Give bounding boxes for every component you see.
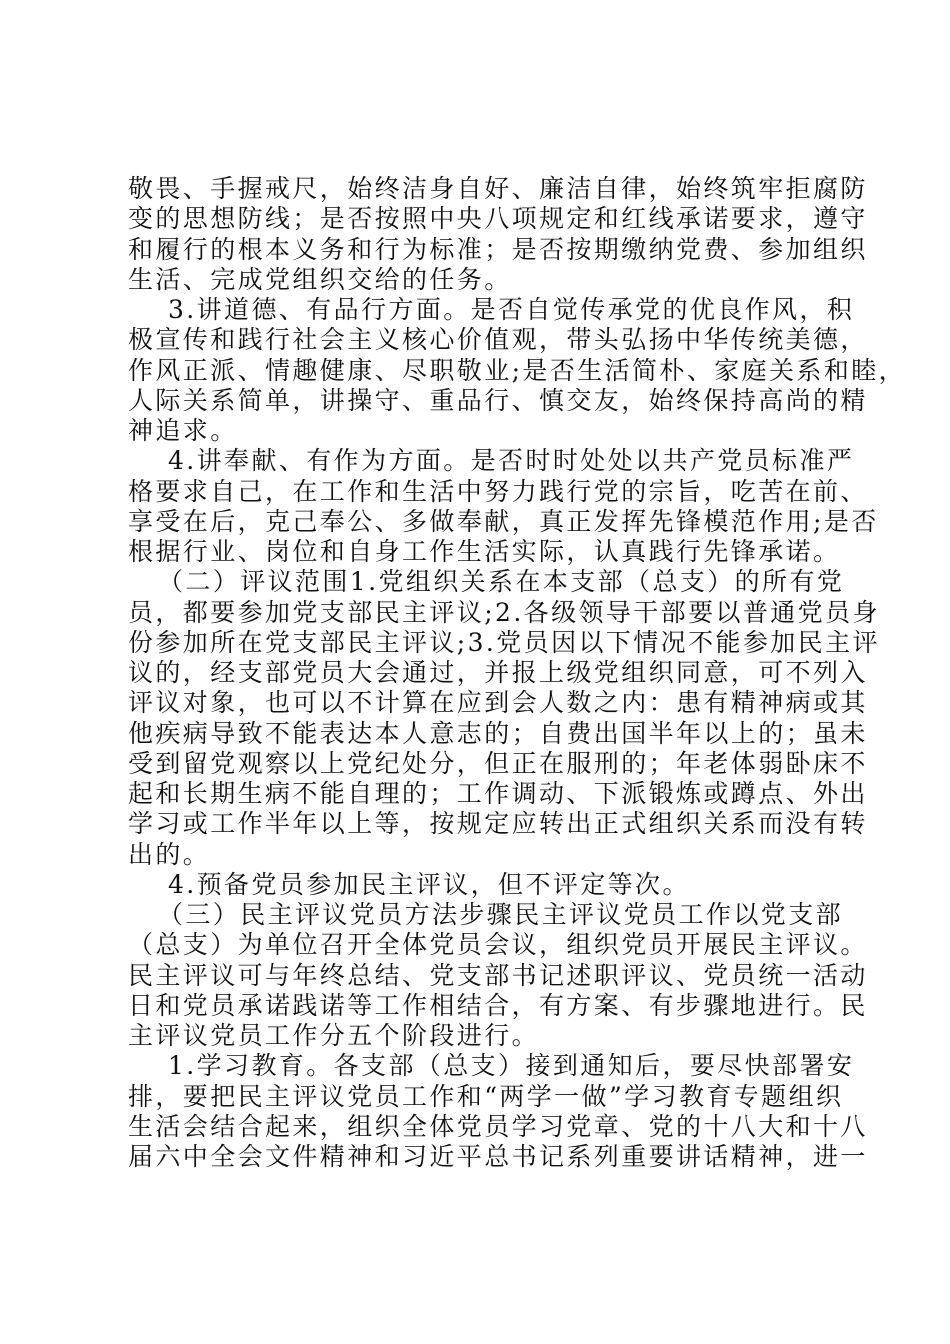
- text-line: 人际关系简单，讲操守、重品行、慎交友，始终保持高尚的精: [128, 385, 868, 415]
- text-line: 起和长期生病不能自理的；工作调动、下派锻炼或蹲点、外出: [128, 779, 868, 808]
- text-line: 主评议党员工作分五个阶段进行。: [128, 1021, 540, 1050]
- text-line: （三）民主评议党员方法步骤民主评议党员工作以党支部: [158, 900, 844, 929]
- text-line: 4.预备党员参加民主评议，但不评定等次。: [168, 869, 690, 899]
- text-line: 排，要把民主评议党员工作和“两学一做”学习教育专题组织: [128, 1081, 844, 1111]
- text-line: 变的思想防线；是否按照中央八项规定和红线承诺要求，遵守: [128, 204, 868, 234]
- text-line: 民主评议可与年终总结、党支部书记述职评议、党员统一活动: [128, 960, 868, 990]
- text-line: 生活会结合起来，组织全体党员学习党章、党的十八大和十八: [128, 1111, 868, 1141]
- text-line: 受到留党观察以上党纪处分，但正在服刑的；年老体弱卧床不: [128, 748, 868, 778]
- text-line: 他疾病导致不能表达本人意志的；自费出国半年以上的；虽未: [128, 718, 868, 748]
- text-line: （二）评议范围1.党组织关系在本支部（总支）的所有党: [158, 567, 845, 597]
- text-line: 议的，经支部党员大会通过，并报上级党组织同意，可不列入: [128, 658, 868, 687]
- text-line: 学习或工作半年以上等，按规定应转出正式组织关系而没有转: [128, 809, 868, 839]
- document-body: [128, 174, 907, 1172]
- text-line: 根据行业、岗位和自身工作生活实际，认真践行先锋承诺。: [128, 537, 841, 566]
- text-line: 评议对象，也可以不计算在应到会人数之内：患有精神病或其: [128, 688, 868, 718]
- text-line: 享受在后，克己奉公、多做奉献，真正发挥先锋模范作用;是否: [128, 506, 879, 536]
- text-line: 3.讲道德、有品行方面。是否自觉传承党的优良作风，积: [168, 295, 855, 324]
- text-line: 和履行的根本义务和行为标准；是否按期缴纳党费、参加组织: [128, 234, 868, 264]
- text-line: 日和党员承诺践诺等工作相结合，有方案、有步骤地进行。民: [128, 990, 868, 1020]
- text-line: 生活、完成党组织交给的任务。: [128, 264, 512, 294]
- text-line: 出的。: [128, 839, 211, 869]
- text-line: 1.学习教育。各支部（总支）接到通知后，要尽快部署安: [168, 1051, 855, 1081]
- text-line: 格要求自己，在工作和生活中努力践行党的宗旨，吃苦在前、: [128, 476, 868, 506]
- text-line: 员，都要参加党支部民主评议;2.各级领导干部要以普通党员身: [128, 597, 880, 627]
- text-line: 份参加所在党支部民主评议;3.党员因以下情况不能参加民主评: [128, 627, 880, 657]
- text-line: （总支）为单位召开全体党员会议，组织党员开展民主评议。: [128, 930, 868, 960]
- text-line: 神追求。: [128, 416, 238, 445]
- text-line: 作风正派、情趣健康、尽职敬业;是否生活简朴、家庭关系和睦，: [128, 355, 907, 385]
- text-line: 届六中全会文件精神和习近平总书记系列重要讲话精神，进一: [128, 1142, 868, 1171]
- text-line: 敬畏、手握戒尺，始终洁身自好、廉洁自律，始终筑牢拒腐防: [128, 174, 868, 203]
- text-line: 极宣传和践行社会主义核心价值观，带头弘扬中华传统美德，: [128, 325, 868, 355]
- text-line: 4.讲奉献、有作为方面。是否时时处处以共产党员标准严: [168, 446, 855, 476]
